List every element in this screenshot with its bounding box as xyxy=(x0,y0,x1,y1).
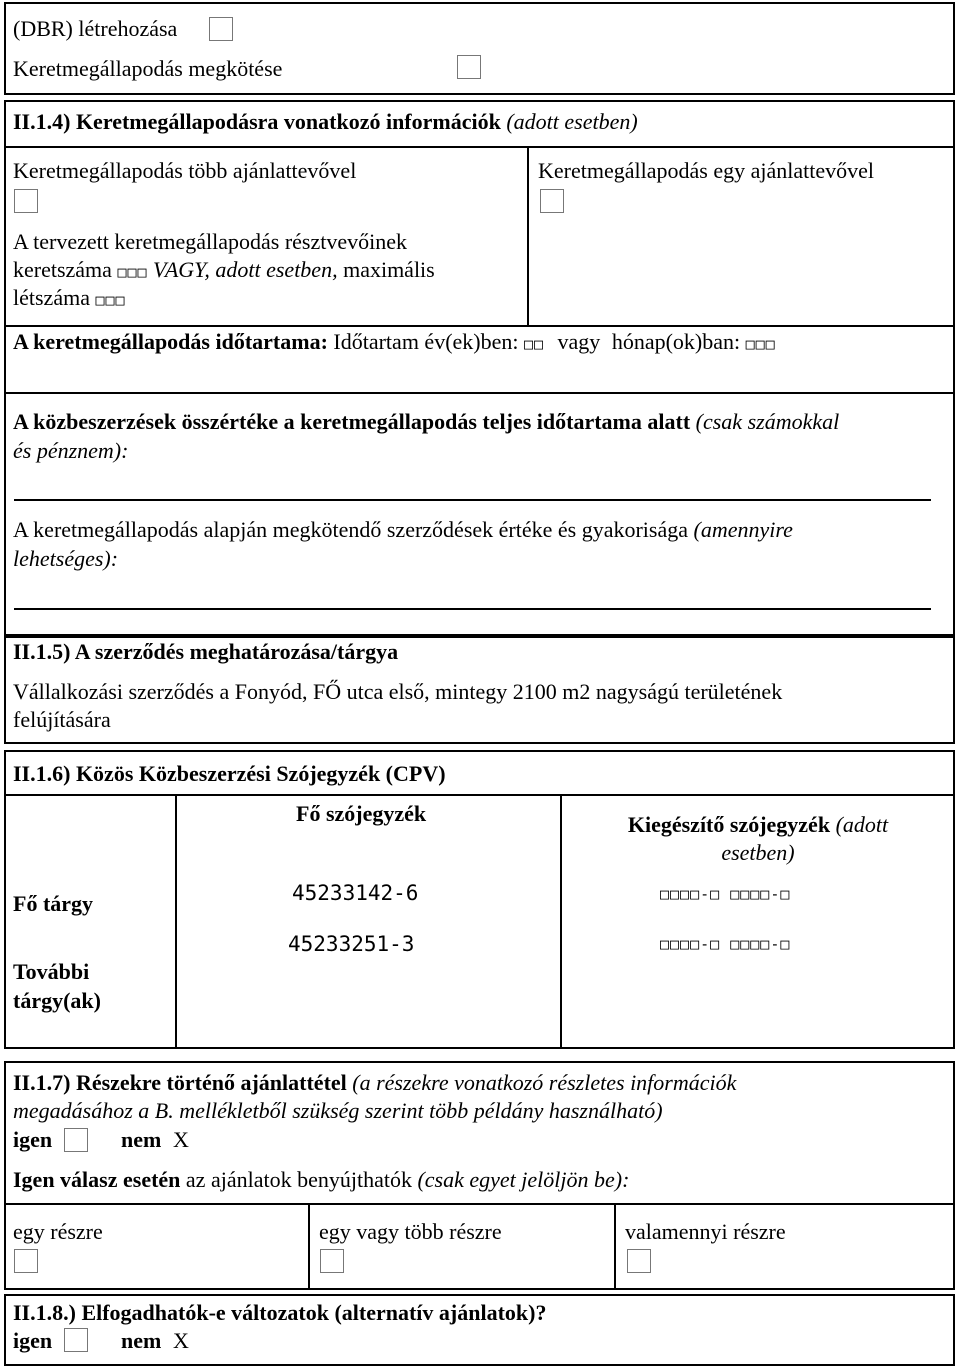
dbr-label: (DBR) létrehozása xyxy=(13,16,178,41)
cpv-table-top xyxy=(4,794,955,796)
heading-text: II.1.4) Keretmegállapodásra vonatkozó információk xyxy=(13,109,501,134)
total-value-note: (csak számokkal xyxy=(695,409,840,434)
framework-agreement-checkbox[interactable] xyxy=(457,55,481,79)
heading-note: (a részekre vonatkozó részletes információk xyxy=(352,1070,737,1095)
single-tenderer-checkbox[interactable] xyxy=(540,189,564,213)
cpv-other-code: 45233251-3 xyxy=(288,932,415,956)
multi-tenderer-checkbox[interactable] xyxy=(14,189,38,213)
cpv-row-other-label-1: További xyxy=(13,959,90,984)
divider xyxy=(4,146,955,148)
option-all-parts-checkbox[interactable] xyxy=(627,1249,651,1273)
duration-months-label: hónap(ok)ban: xyxy=(611,329,741,354)
heading-text: II.1.7) Részekre történő ajánlattétel xyxy=(13,1070,347,1095)
cpv-col-divider-1 xyxy=(175,794,177,1049)
cpv-supp-header-note: (adott xyxy=(835,812,889,837)
cpv-supp-header-note-2: esetben) xyxy=(721,840,795,865)
option-one-part-checkbox[interactable] xyxy=(14,1249,38,1273)
duration-years-boxes[interactable]: □□ xyxy=(523,335,545,353)
parts-no-mark[interactable]: X xyxy=(173,1127,189,1152)
contracts-value-line-2: lehetséges): xyxy=(13,546,119,571)
duration-years-label: Időtartam év(ek)ben: xyxy=(333,329,519,354)
headcount-boxes[interactable]: □□□ xyxy=(95,291,126,309)
variants-no-label: nem xyxy=(121,1328,162,1353)
cpv-main-code: 45233142-6 xyxy=(292,881,419,905)
divider xyxy=(4,392,955,394)
parts-yes-checkbox[interactable] xyxy=(64,1128,88,1152)
if-yes-text: az ajánlatok benyújthatók xyxy=(185,1167,412,1192)
section-ii-1-4-heading xyxy=(13,108,638,136)
framework-number-boxes[interactable]: □□□ xyxy=(117,263,148,281)
or-text: VAGY, adott esetben, xyxy=(153,257,338,282)
section-ii-1-5-heading: II.1.5) A szerződés meghatározása/tárgya xyxy=(13,639,399,664)
cpv-supp-header-bold: Kiegészítő szójegyzék xyxy=(627,812,831,837)
framework-agreement-label: Keretmegállapodás megkötése xyxy=(13,56,283,81)
heading-note: (adott esetben) xyxy=(506,109,638,134)
multi-tenderer-label: Keretmegállapodás több ajánlattevővel xyxy=(13,158,357,183)
total-value-label: A közbeszerzések összértéke a keretmegállapodás teljes időtartama alatt xyxy=(13,409,691,434)
cpv-other-supp-code[interactable]: □□□□-□ □□□□-□ xyxy=(660,935,791,953)
total-value-input-line[interactable] xyxy=(14,499,931,501)
participants-line-3 xyxy=(13,284,126,314)
variants-yes-label: igen xyxy=(13,1328,53,1353)
contracts-value-input-line[interactable] xyxy=(14,608,931,610)
option-one-part-label: egy részre xyxy=(13,1219,103,1244)
if-yes-bold: Igen válasz esetén xyxy=(13,1167,181,1192)
option-one-or-more-label: egy vagy több részre xyxy=(319,1219,502,1244)
maximum-label: maximális xyxy=(343,257,435,282)
framework-number-label: keretszáma xyxy=(13,257,112,282)
parts-col-divider-1 xyxy=(308,1203,310,1290)
parts-no-label: nem xyxy=(121,1127,162,1152)
single-tenderer-label: Keretmegállapodás egy ajánlattevővel xyxy=(538,158,874,183)
dbr-checkbox[interactable] xyxy=(209,17,233,41)
section-ii-1-7-heading xyxy=(13,1069,736,1097)
total-value-line-2: és pénznem): xyxy=(13,438,129,463)
section-ii-1-7-note-line-2: megadásához a B. mellékletből szükség szerint több példány használható) xyxy=(13,1098,663,1123)
cpv-row-main-label: Fő tárgy xyxy=(13,891,94,916)
variants-no-mark[interactable]: X xyxy=(173,1328,189,1353)
headcount-label: létszáma xyxy=(13,285,90,310)
subject-text-line-2: felújítására xyxy=(13,707,111,732)
if-yes-note: (csak egyet jelöljön be): xyxy=(417,1167,630,1192)
duration-label: A keretmegállapodás időtartama: xyxy=(13,329,328,354)
option-one-or-more-checkbox[interactable] xyxy=(320,1249,344,1273)
column-divider xyxy=(527,146,529,326)
parts-col-divider-2 xyxy=(614,1203,616,1290)
participants-line-1: A tervezett keretmegállapodás résztvevőinek xyxy=(13,229,407,254)
contracts-value-note: (amennyire xyxy=(693,517,793,542)
duration-or: vagy xyxy=(557,329,601,354)
option-all-parts-label: valamennyi részre xyxy=(625,1219,786,1244)
divider xyxy=(4,325,955,327)
section-ii-1-6-heading: II.1.6) Közös Közbeszerzési Szójegyzék (CPV) xyxy=(13,761,446,786)
duration-months-boxes[interactable]: □□□ xyxy=(745,335,776,353)
cpv-main-header: Fő szójegyzék xyxy=(296,801,427,826)
subject-text-line-1: Vállalkozási szerződés a Fonyód, FŐ utca első, mintegy 2100 m2 nagyságú területének xyxy=(13,679,783,704)
total-value-line-1 xyxy=(13,408,839,436)
cpv-supp-header xyxy=(562,811,954,867)
duration-line xyxy=(13,328,776,358)
participants-line-2 xyxy=(13,256,435,286)
variants-yes-checkbox[interactable] xyxy=(64,1328,88,1352)
contracts-value-line-1 xyxy=(13,516,793,544)
divider xyxy=(4,1203,955,1205)
cpv-main-supp-code[interactable]: □□□□-□ □□□□-□ xyxy=(660,885,791,903)
if-yes-line xyxy=(13,1166,629,1194)
section-ii-1-8-heading: II.1.8.) Elfogadhatók-e változatok (alternatív ajánlatok)? xyxy=(13,1300,547,1325)
cpv-row-other-label-2: tárgy(ak) xyxy=(13,988,101,1013)
contracts-value-label: A keretmegállapodás alapján megkötendő szerződések értéke és gyakorisága xyxy=(13,517,688,542)
parts-yes-label: igen xyxy=(13,1127,53,1152)
